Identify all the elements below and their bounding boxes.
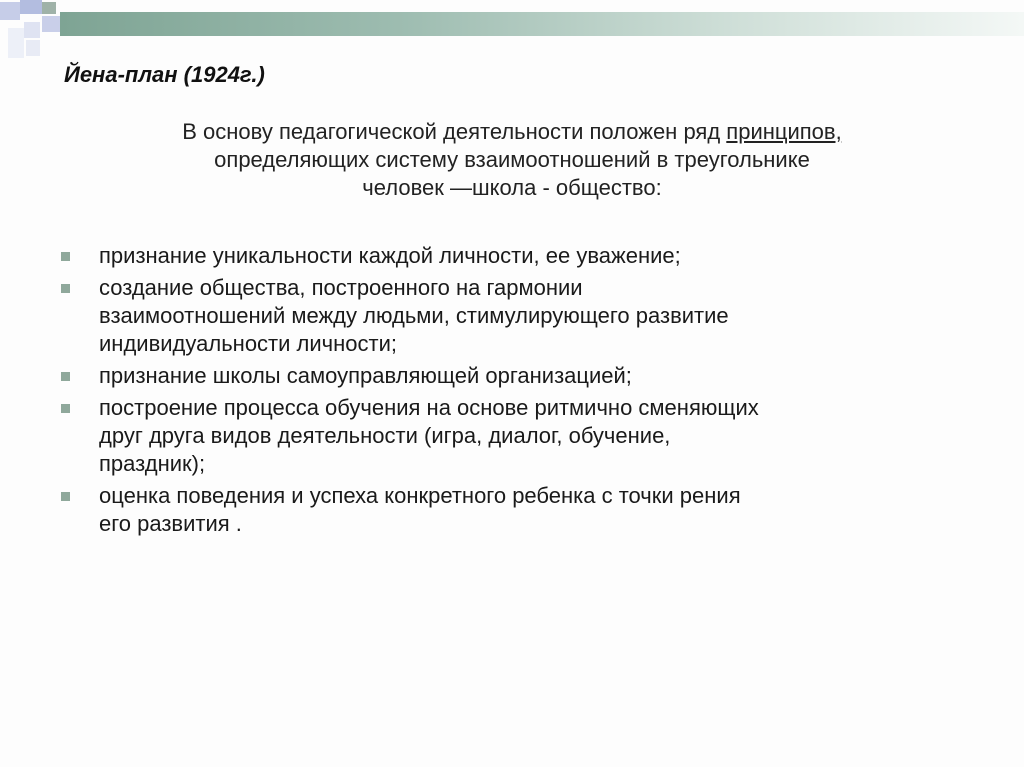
square-bullet-icon <box>61 372 70 381</box>
list-item-line: взаимоотношений между людьми, стимулирующего развитие <box>99 303 729 328</box>
corner-square <box>42 16 60 32</box>
list-item-text <box>99 242 986 270</box>
list-item-line: построение процесса обучения на основе ритмично сменяющих <box>99 395 759 420</box>
list-item <box>56 274 986 358</box>
list-item-line: индивидуальности личности; <box>99 331 397 356</box>
intro-line-1 <box>62 118 962 146</box>
list-item-line: оценка поведения и успеха конкретного ребенка с точки рения <box>99 483 741 508</box>
square-bullet-icon <box>61 404 70 413</box>
corner-square <box>26 40 40 56</box>
list-item <box>56 242 986 270</box>
list-item-line: праздник); <box>99 451 206 476</box>
principles-link[interactable]: принципов, <box>726 119 842 144</box>
list-item <box>56 362 986 390</box>
list-item-line: создание общества, построенного на гармонии <box>99 275 583 300</box>
intro-line-2: определяющих систему взаимоотношений в треугольнике <box>214 147 810 172</box>
square-bullet-icon <box>61 492 70 501</box>
list-item-text <box>99 394 986 478</box>
list-item <box>56 394 986 478</box>
corner-square <box>0 2 20 20</box>
list-item-text <box>99 482 986 538</box>
list-item-text <box>99 274 986 358</box>
principles-list <box>56 242 986 542</box>
list-item-text <box>99 362 986 390</box>
corner-square <box>8 28 24 58</box>
header-band <box>60 12 1024 36</box>
slide-title: Йена-план (1924г.) <box>64 62 265 87</box>
list-item-line: признание уникальности каждой личности, ее уважение; <box>99 243 681 268</box>
intro-line-1-text: В основу педагогической деятельности положен ряд <box>182 119 727 144</box>
square-bullet-icon <box>61 284 70 293</box>
intro-line-3: человек —школа - общество: <box>362 175 662 200</box>
list-item-line: друг друга видов деятельности (игра, диалог, обучение, <box>99 423 671 448</box>
corner-square <box>20 0 42 14</box>
intro-paragraph <box>62 118 962 202</box>
corner-square <box>24 22 40 38</box>
corner-square <box>42 2 56 14</box>
list-item-line: его развития . <box>99 511 242 536</box>
square-bullet-icon <box>61 252 70 261</box>
list-item <box>56 482 986 538</box>
list-item-line: признание школы самоуправляющей организацией; <box>99 363 632 388</box>
